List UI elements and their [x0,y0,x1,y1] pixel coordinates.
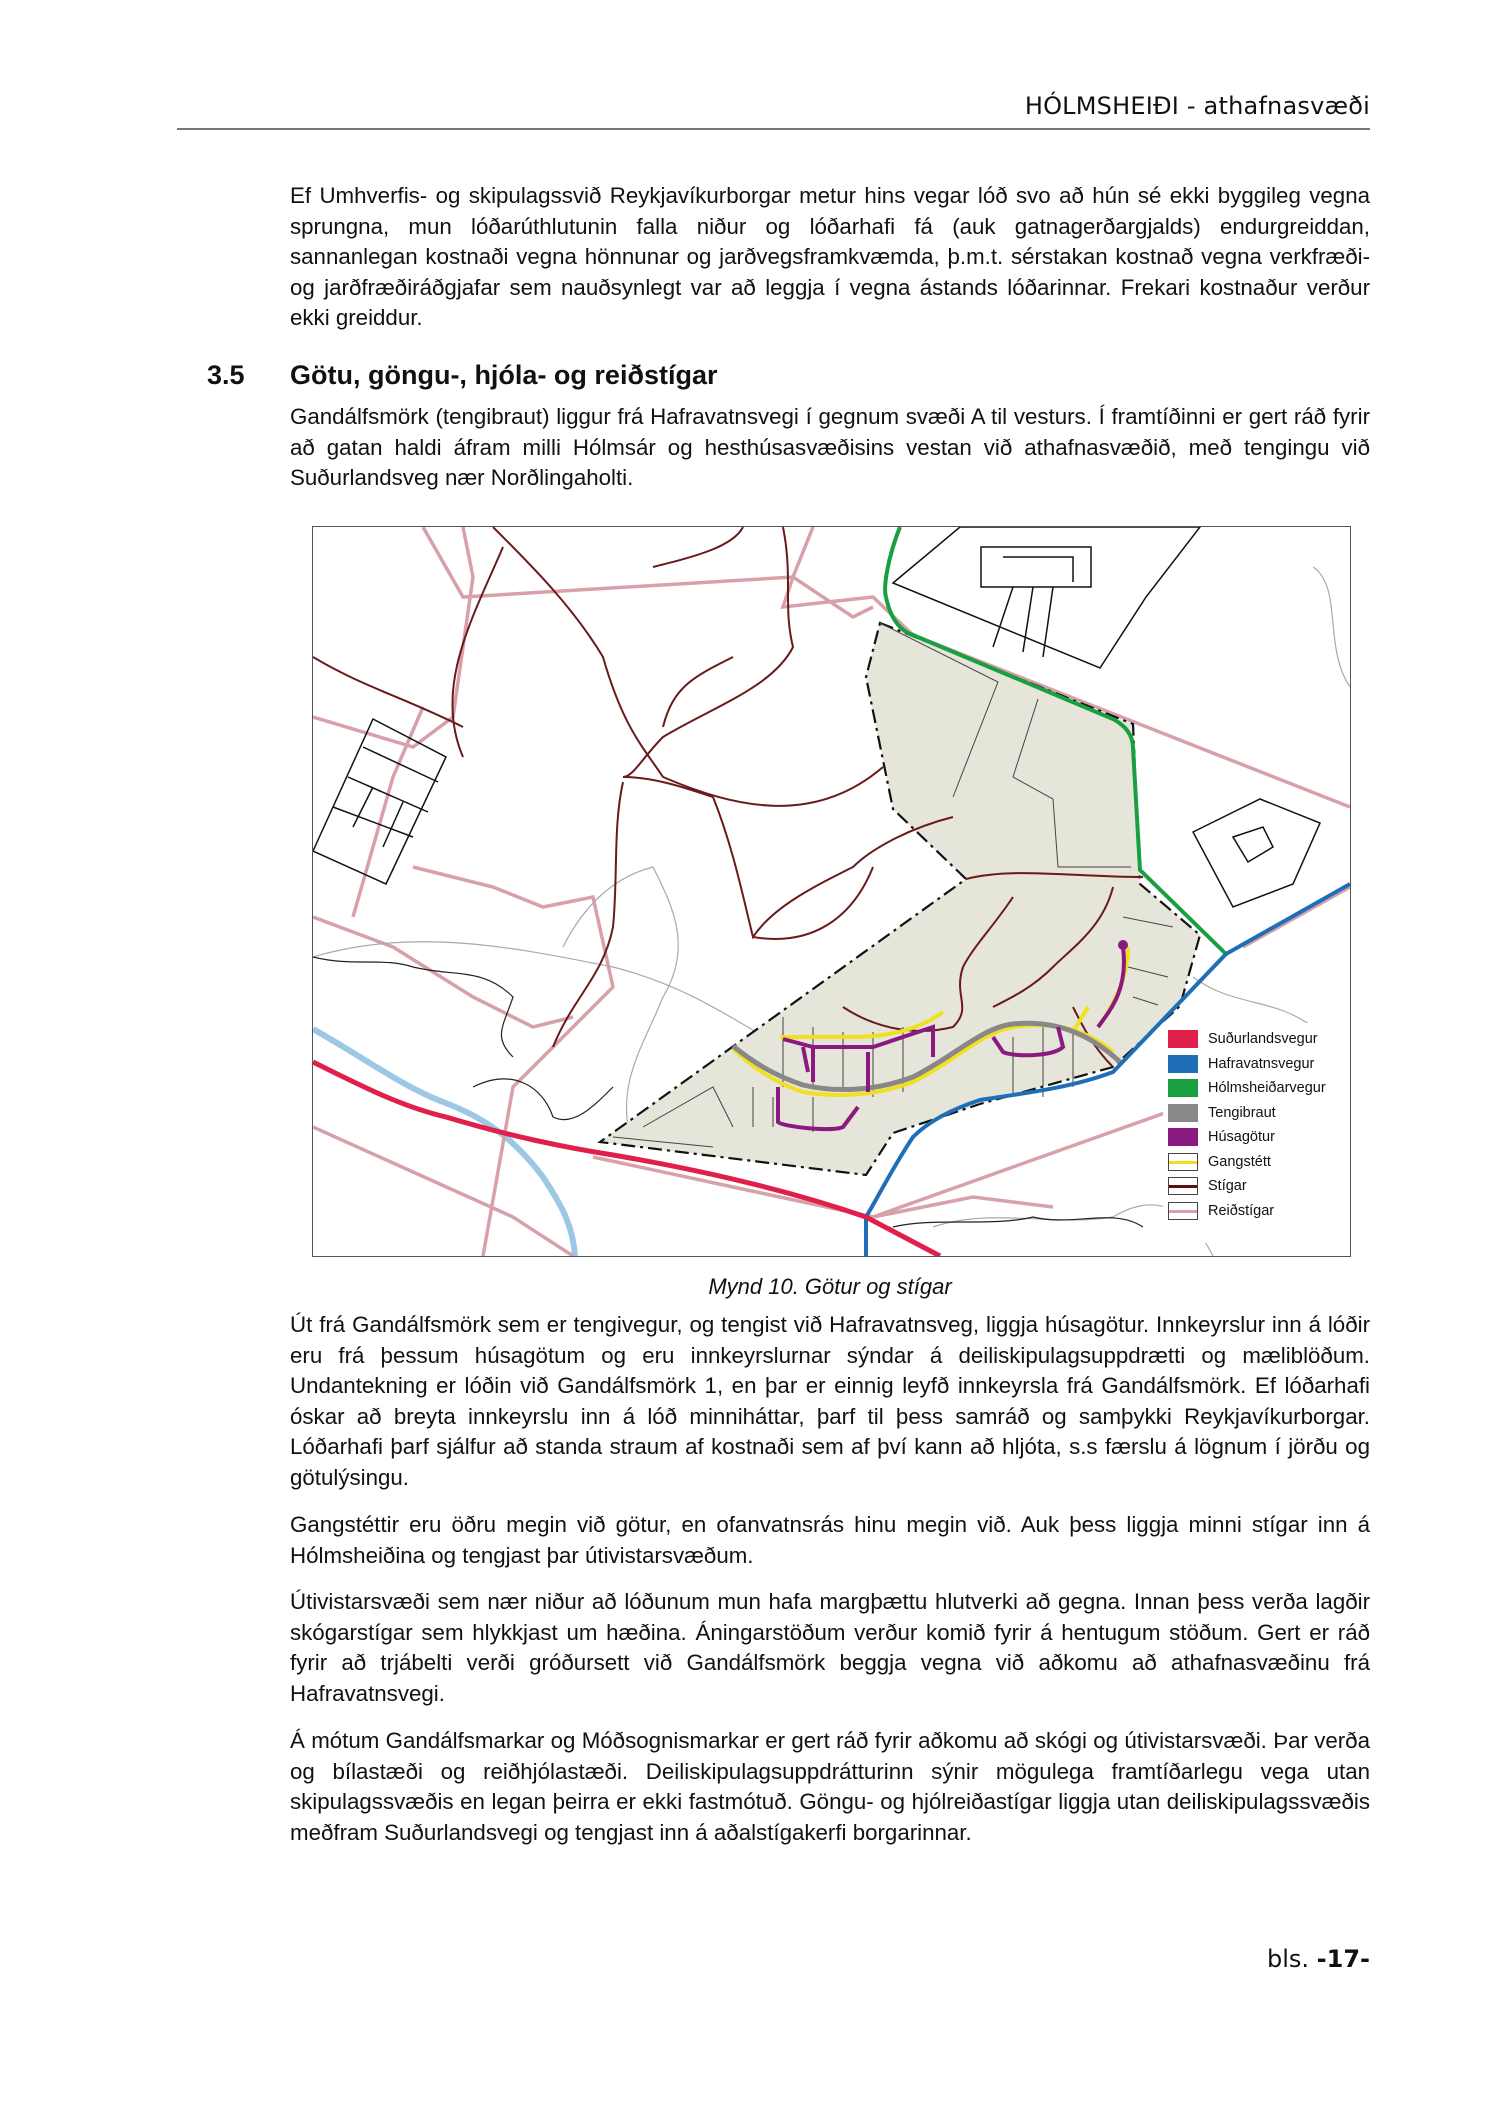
legend-label: Suðurlandsvegur [1208,1031,1318,1048]
legend-item [1168,1101,1343,1126]
running-header: HÓLMSHEIÐI - athafnasvæði [1024,92,1370,120]
street-end-point [1118,940,1128,950]
paragraph-local-streets: Út frá Gandálfsmörk sem er tengivegur, og tengist við Hafravatnsveg, liggja húsagötur. Innkeyrslur inn á lóðir eru frá þessum húsagötum og eru innkeyrslurnar sýndar á deiliskipulagsuppdrætti og mæliblöðum. Undantekning er lóðin við Gandálfsmörk 1, en þar er einnig leyfð innkeyrsla frá Gandálfsmörk. Ef lóðarhafi óskar að breyta innkeyrslu inn á lóð minniháttar, þarf til þess samráð og samþykki Reykjavíkurborgar. Lóðarhafi þarf sjálfur að standa straum af kostnaði sem af því kann að hljóta, s.s færslu á lögnum í jörðu og götulýsingu. [290,1312,1370,1490]
paragraph-cost-refund: Ef Umhverfis- og skipulagssvið Reykjavíkurborgar metur hins vegar lóð svo að hún sé ekki byggileg vegna sprungna, mun lóðarúthlutunin falla niður og lóðarhafi fá (auk gatnagerðargjalds) endurgreiddan, sannanlegan kostnaði vegna hönnunar og jarðvegsframkvæmda, þ.m.t. sérstakan kostnað vegna verkfræði- og jarðfræðiráðgjafar sem nauðsynlegt var að leggja í vegna ástands lóðarinnar. Frekari kostnaður verður ekki greiddur. [290,183,1370,331]
legend-item [1168,1052,1343,1077]
page-number-value: -17- [1316,1945,1370,1973]
legend-swatch [1168,1177,1198,1195]
map-legend [1168,1027,1343,1223]
legend-item [1168,1174,1343,1199]
legend-label: Hafravatnsvegur [1208,1055,1315,1072]
page-prefix: bls. [1266,1945,1310,1973]
legend-item [1168,1076,1343,1101]
legend-swatch [1168,1202,1198,1220]
page-number [1267,1945,1370,1973]
legend-swatch [1168,1055,1198,1073]
legend-item [1168,1199,1343,1224]
legend-item [1168,1027,1343,1052]
paragraph-junction: Á mótum Gandálfsmarkar og Móðsognismarkar er gert ráð fyrir aðkomu að skógi og útivistarsvæði. Þar verða og bílastæði og reiðhjólastæði. Deiliskipulagsuppdrátturinn sýnir mögulega framtíðarlegu vega utan skipulagssvæðis en legan þeirra er ekki fastmótuð. Göngu- og hjólreiðastígar liggja utan deiliskipulagssvæðis meðfram Suðurlandsvegi og tengjast inn á aðalstígakerfi borgarinnar. [290,1728,1370,1845]
building-outlines [313,527,1320,907]
legend-label: Stígar [1208,1178,1247,1195]
section-number: 3.5 [207,360,245,390]
paragraph-sidewalks: Gangstéttir eru öðru megin við götur, en ofanvatnsrás hinu megin við. Auk þess liggja minni stígar inn á Hólmsheiðina og tengjast þar útivistarsvæðum. [290,1512,1370,1568]
legend-swatch [1168,1153,1198,1171]
legend-label: Gangstétt [1208,1153,1271,1170]
figure-caption: Mynd 10. Götur og stígar [708,1274,952,1299]
legend-swatch [1168,1079,1198,1097]
legend-item [1168,1150,1343,1175]
legend-swatch [1168,1128,1198,1146]
paragraph-outdoor-area: Útivistarsvæði sem nær niður að lóðunum mun hafa margþættu hlutverki að gegna. Innan þess verða lagðir skógarstígar sem hlykkjast um hæðina. Áningarstöðum verður komið fyrir á hentugum stöðum. Gert er ráð fyrir að trjábelti verði gróðursett við Gandálfsmörk beggja vegna við aðkomu að athafnasvæðinu frá Hafravatnsvegi. [290,1589,1370,1706]
legend-item [1168,1125,1343,1150]
paragraph-gandalfsmork: Gandálfsmörk (tengibraut) liggur frá Hafravatnsvegi í gegnum svæði A til vesturs. Í framtíðinni er gert ráð fyrir að gatan haldi áfram milli Hólmsár og hesthúsasvæðisins vestan við athafnasvæðið, með tengingu við Suðurlandsveg nær Norðlingaholti. [290,404,1370,491]
legend-swatch [1168,1104,1198,1122]
legend-label: Tengibraut [1208,1104,1276,1121]
legend-label: Reiðstígar [1208,1202,1275,1219]
legend-swatch [1168,1030,1198,1048]
legend-label: Hólmsheiðarvegur [1208,1080,1326,1097]
header-rule [177,128,1370,130]
section-title: Götu, göngu-, hjóla- og reiðstígar [290,360,718,390]
legend-label: Húsagötur [1208,1129,1275,1146]
roads-paths-map [312,526,1351,1257]
